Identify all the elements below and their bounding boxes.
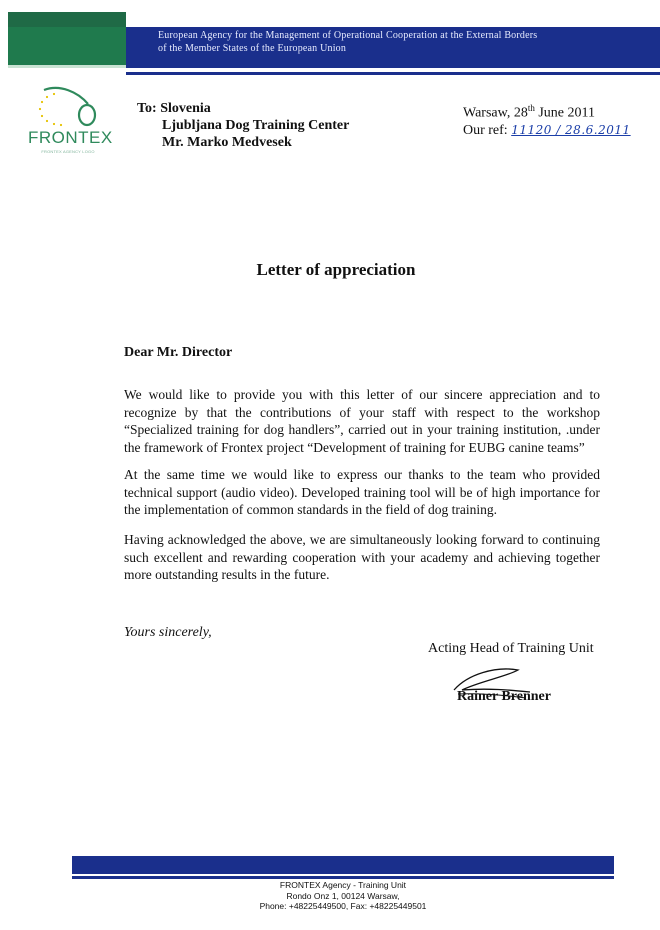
letter-title: Letter of appreciation	[256, 260, 416, 279]
footer-blue-band	[72, 856, 614, 874]
recipient-person: Mr. Marko Medvesek	[162, 135, 292, 150]
reference-line	[463, 122, 653, 139]
footer-blue-rule	[72, 876, 614, 879]
body-paragraph-2: At the same time we would like to express our thanks to the team who provided technical support (audio video). Developed training tool will be of high importance for the implementation of common standards in the field of dog training.	[124, 467, 600, 517]
body-paragraph-3: Having acknowledged the above, we are simultaneously looking forward to continuing such excellent and rewarding cooperation with your academy and achieving together more outstanding results in the future.	[124, 532, 600, 582]
body-paragraph-1: We would like to provide you with this letter of our sincere appreciation and to recognize by that the contributions of your staff with respect to the workshop “Specialized training for dog handlers”, carried out in your training institution, .under the framework of Frontex project “Development of training for EUBG canine teams”	[124, 387, 600, 455]
recipient-organization: Ljubljana Dog Training Center	[162, 118, 350, 133]
salutation: Dear Mr. Director	[124, 345, 233, 360]
footer-address	[72, 880, 614, 912]
header-green-block-top	[8, 12, 126, 27]
reference-label: Our ref:	[463, 122, 508, 138]
recipient-block	[137, 100, 349, 151]
date-reference-block	[463, 100, 653, 139]
date-rest: June 2011	[534, 105, 596, 121]
footer-line-1: FRONTEX Agency - Training Unit	[279, 880, 407, 890]
logo-subtitle: FRONTEX AGENCY LOGO	[41, 149, 95, 154]
signer-role: Acting Head of Training Unit	[428, 641, 594, 656]
header-green-block	[8, 27, 126, 65]
footer-line-3: Phone: +48225449500, Fax: +48225449501	[259, 901, 427, 911]
reference-handwritten: 11120 / 28.6.2011	[511, 122, 631, 137]
date-line	[463, 100, 653, 122]
footer-line-2: Rondo Onz 1, 00124 Warsaw,	[286, 890, 400, 901]
agency-name	[158, 30, 648, 55]
header-blue-rule	[126, 72, 660, 75]
date-prefix: Warsaw, 28	[463, 105, 528, 121]
agency-name-line1: European Agency for the Management of Operational Cooperation at the External Borders	[158, 30, 538, 41]
agency-name-line2: of the Member States of the European Union	[158, 42, 347, 54]
header-green-stripe	[8, 65, 126, 68]
date-ordinal: th	[527, 103, 535, 113]
closing-line: Yours sincerely,	[124, 625, 212, 640]
recipient-country: To: Slovenia	[137, 101, 211, 116]
logo-wordmark: FRONTEX	[28, 128, 113, 147]
signer-name: Rainer Brenner	[457, 689, 551, 704]
